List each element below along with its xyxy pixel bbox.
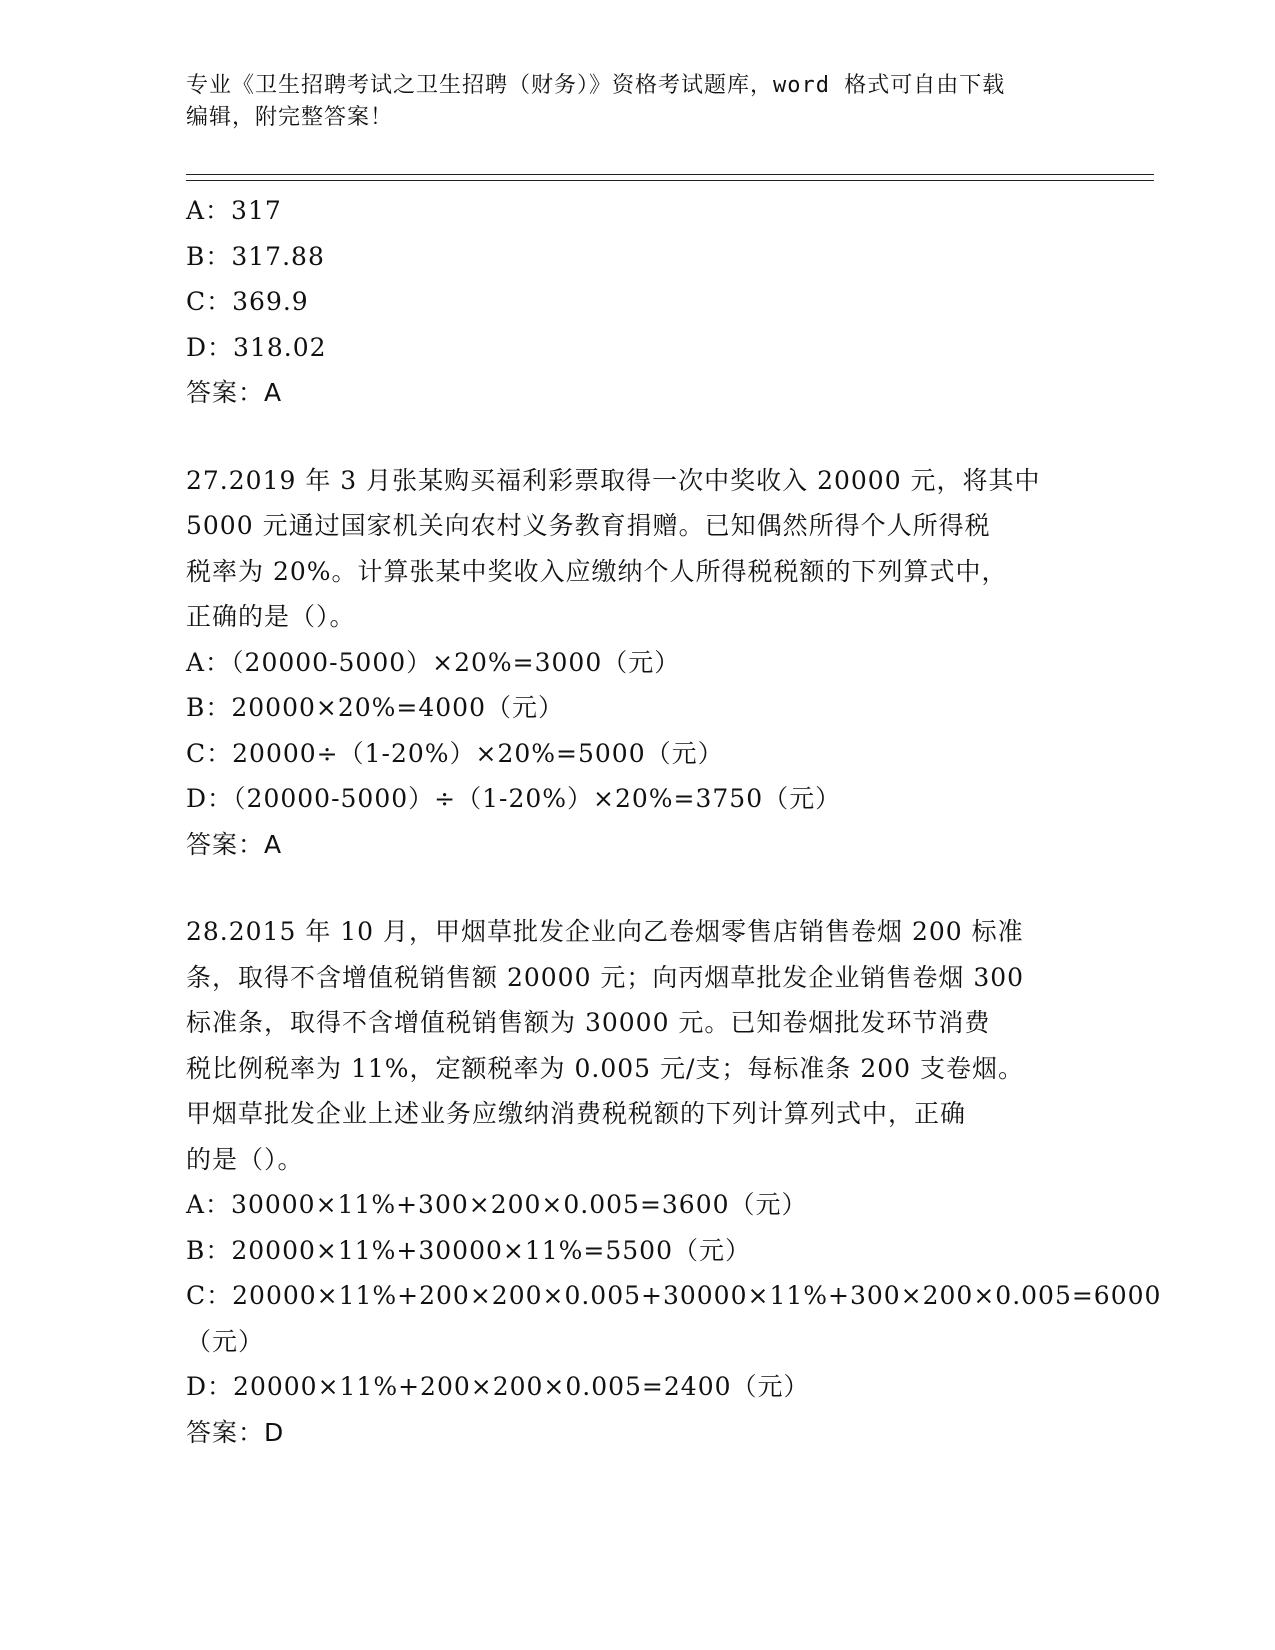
option-d: D：318.02	[186, 332, 327, 362]
header-divider-top	[186, 174, 1154, 175]
option-a: A：（20000-5000）×20%=3000（元）	[186, 647, 681, 677]
question-stem-line: 5000 元通过国家机关向农村义务教育捐赠。已知偶然所得个人所得税	[186, 511, 991, 540]
option-c: C：369.9	[186, 287, 309, 316]
answer: 答案：D	[186, 1417, 285, 1447]
answer: 答案：A	[186, 829, 283, 859]
question-spacer	[186, 867, 1106, 909]
question-content	[186, 188, 1162, 1455]
option-b: B：20000×20%=4000（元）	[186, 693, 564, 722]
option-a: A：317	[186, 196, 282, 225]
option-b: B：317.88	[186, 241, 325, 271]
question-27	[186, 458, 1106, 868]
document-header	[186, 70, 1086, 134]
header-line-1: 专业《卫生招聘考试之卫生招聘（财务）》资格考试题库，word 格式可自由下载	[186, 73, 1006, 98]
header-divider-bottom	[186, 180, 1154, 181]
question-stem-line: 税比例税率为 11%，定额税率为 0.005 元/支；每标准条 200 支卷烟。	[186, 1053, 1025, 1083]
header-line-2: 编辑，附完整答案！	[186, 105, 394, 130]
option-b: B：20000×11%+30000×11%=5500（元）	[186, 1235, 751, 1265]
question-stem-line: 标准条，取得不含增值税销售额为 30000 元。已知卷烟批发环节消费	[186, 1008, 991, 1037]
question-stem-line: 28.2015 年 10 月，甲烟草批发企业向乙卷烟零售店销售卷烟 200 标准	[186, 917, 1024, 946]
option-c-continuation: （元）	[186, 1326, 265, 1356]
option-a: A：30000×11%+300×200×0.005=3600（元）	[186, 1190, 808, 1219]
question-stem-line: 甲烟草批发企业上述业务应缴纳消费税税额的下列计算列式中，正确	[186, 1099, 967, 1128]
option-d: D：（20000-5000）÷（1-20%）×20%=3750（元）	[186, 784, 842, 813]
question-28	[186, 909, 1162, 1455]
option-d: D：20000×11%+200×200×0.005=2400（元）	[186, 1372, 810, 1401]
question-spacer	[186, 416, 1106, 458]
question-26	[186, 188, 1106, 416]
answer: 答案：A	[186, 378, 283, 407]
question-stem-line: 正确的是（）。	[186, 602, 356, 631]
question-stem-line: 条，取得不含增值税销售额 20000 元；向丙烟草批发企业销售卷烟 300	[186, 962, 1025, 992]
option-c: C：20000÷（1-20%）×20%=5000（元）	[186, 738, 724, 768]
question-stem-line: 的是（）。	[186, 1144, 304, 1174]
option-c: C：20000×11%+200×200×0.005+30000×11%+300×200×0.005=6000	[186, 1281, 1162, 1310]
question-stem-line: 27.2019 年 3 月张某购买福利彩票取得一次中奖收入 20000 元，将其中	[186, 465, 1041, 495]
question-stem-line: 税率为 20%。计算张某中奖收入应缴纳个人所得税税额的下列算式中，	[186, 556, 1008, 586]
